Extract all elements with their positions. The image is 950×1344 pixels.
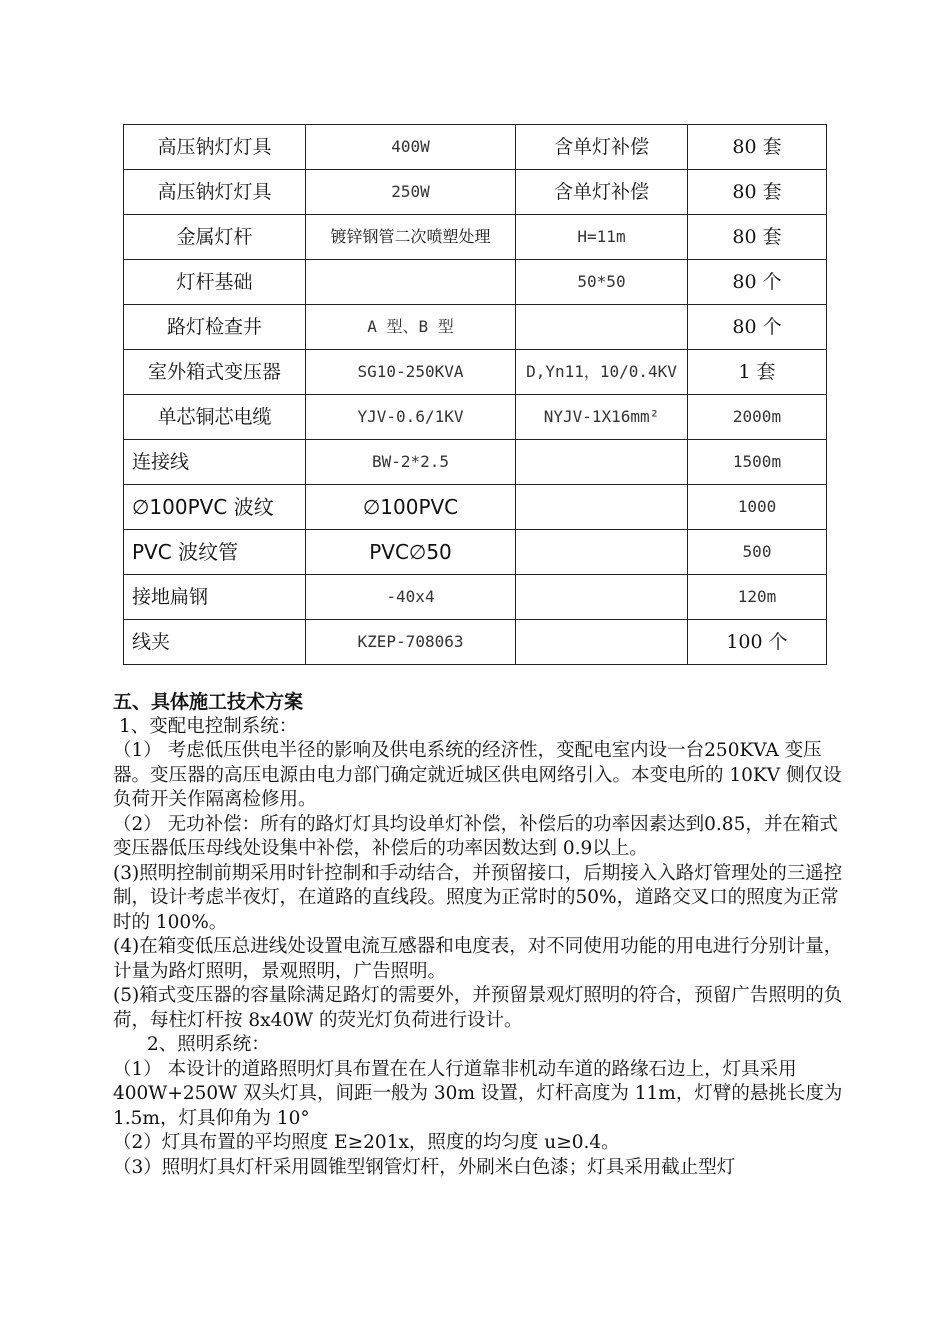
section-title: 五、具体施工技术方案 [113,691,304,713]
spec-cell: 250W [306,170,516,215]
note-cell: 含单灯补偿 [516,170,688,215]
spec-cell [306,260,516,305]
item-name-cell: 单芯铜芯电缆 [124,395,306,440]
spec-cell: YJV-0.6/1KV [306,395,516,440]
section-body [113,690,843,1180]
materials-table [123,124,827,665]
note-cell [516,620,688,665]
item-name-cell: ∅100PVC 波纹 [124,485,306,530]
quantity-cell: 500 [688,530,827,575]
quantity-cell: 80 套 [688,125,827,170]
table-row [124,125,827,170]
item-name-cell: 接地扁钢 [124,575,306,620]
note-cell [516,575,688,620]
quantity-cell: 80 个 [688,260,827,305]
paragraph: （2）灯具布置的平均照度 E≥201x，照度的均匀度 u≥0.4。 [113,1132,620,1153]
paragraph: （3）照明灯具灯杆采用圆锥型钢管灯杆，外刷米白色漆；灯具采用截止型灯 [113,1156,736,1178]
quantity-cell: 80 套 [688,170,827,215]
note-cell: H=11m [516,215,688,260]
item-name-cell: 高压钠灯灯具 [124,125,306,170]
quantity-cell: 2000m [688,395,827,440]
subsection-title: 2、照明系统： [147,1034,270,1055]
paragraph: （2） 无功补偿：所有的路灯灯具均设单灯补偿，补偿后的功率因素达到0.85，并在箱式变压器低压母线处设集中补偿，补偿后的功率因数达到 0.9以上。 [113,813,838,859]
note-cell: 含单灯补偿 [516,125,688,170]
item-name-cell: 高压钠灯灯具 [124,170,306,215]
spec-cell: ∅100PVC [306,485,516,530]
spec-cell: SG10-250KVA [306,350,516,395]
item-name-cell: 连接线 [124,440,306,485]
quantity-cell: 1 套 [688,350,827,395]
spec-cell: -40x4 [306,575,516,620]
subsection-title: 1、变配电控制系统： [119,715,298,737]
table-row [124,260,827,305]
paragraph: (4)在箱变低压总进线处设置电流互感器和电度表，对不同使用功能的用电进行分别计量，计量为路灯照明，景观照明，广告照明。 [113,936,843,982]
spec-cell: PVC∅50 [306,530,516,575]
quantity-cell: 100 个 [688,620,827,665]
paragraph: （1） 本设计的道路照明灯具布置在在人行道靠非机动车道的路缘石边上，灯具采用 400W+250W 双头灯具，间距一般为 30m 设置，灯杆高度为 11m，灯臂的悬挑长度为 1.5m，灯具仰角为 10° [113,1058,843,1129]
paragraph: （1） 考虑低压供电半径的影响及供电系统的经济性，变配电室内设一台250KVA 变压器。变压器的高压电源由电力部门确定就近城区供电网络引入。本变电所的 10KV 侧仅设负荷开关作隔离检修用。 [113,740,842,810]
paragraph: (3)照明控制前期采用时针控制和手动结合，并预留接口，后期接入入路灯管理处的三遥控制，设计考虑半夜灯，在道路的直线段。照度为正常时的50%，道路交叉口的照度为正常时的 100%。 [113,862,843,933]
spec-cell: BW-2*2.5 [306,440,516,485]
item-name-cell: 灯杆基础 [124,260,306,305]
table-row [124,215,827,260]
quantity-cell: 120m [688,575,827,620]
quantity-cell: 1500m [688,440,827,485]
spec-cell: A 型、B 型 [306,305,516,350]
table-row [124,440,827,485]
note-cell: NYJV-1X16mm² [516,395,688,440]
item-name-cell: 室外箱式变压器 [124,350,306,395]
note-cell [516,485,688,530]
spec-cell: KZEP-708063 [306,620,516,665]
item-name-cell: 路灯检查井 [124,305,306,350]
spec-cell: 400W [306,125,516,170]
note-cell [516,305,688,350]
table-row [124,485,827,530]
item-name-cell: 金属灯杆 [124,215,306,260]
quantity-cell: 80 个 [688,305,827,350]
note-cell [516,530,688,575]
note-cell: 50*50 [516,260,688,305]
spec-cell: 镀锌钢管二次喷塑处理 [306,215,516,260]
quantity-cell: 1000 [688,485,827,530]
table-row [124,530,827,575]
note-cell: D,Yn11，10/0.4KV [516,350,688,395]
table-row [124,395,827,440]
table-row [124,350,827,395]
item-name-cell: 线夹 [124,620,306,665]
note-cell [516,440,688,485]
table-row [124,305,827,350]
paragraph: (5)箱式变压器的容量除满足路灯的需要外，并预留景观灯照明的符合，预留广告照明的负荷，每柱灯杆按 8x40W 的荧光灯负荷进行设计。 [113,985,843,1031]
table-row [124,575,827,620]
quantity-cell: 80 套 [688,215,827,260]
table-row [124,620,827,665]
table-row [124,170,827,215]
item-name-cell: PVC 波纹管 [124,530,306,575]
